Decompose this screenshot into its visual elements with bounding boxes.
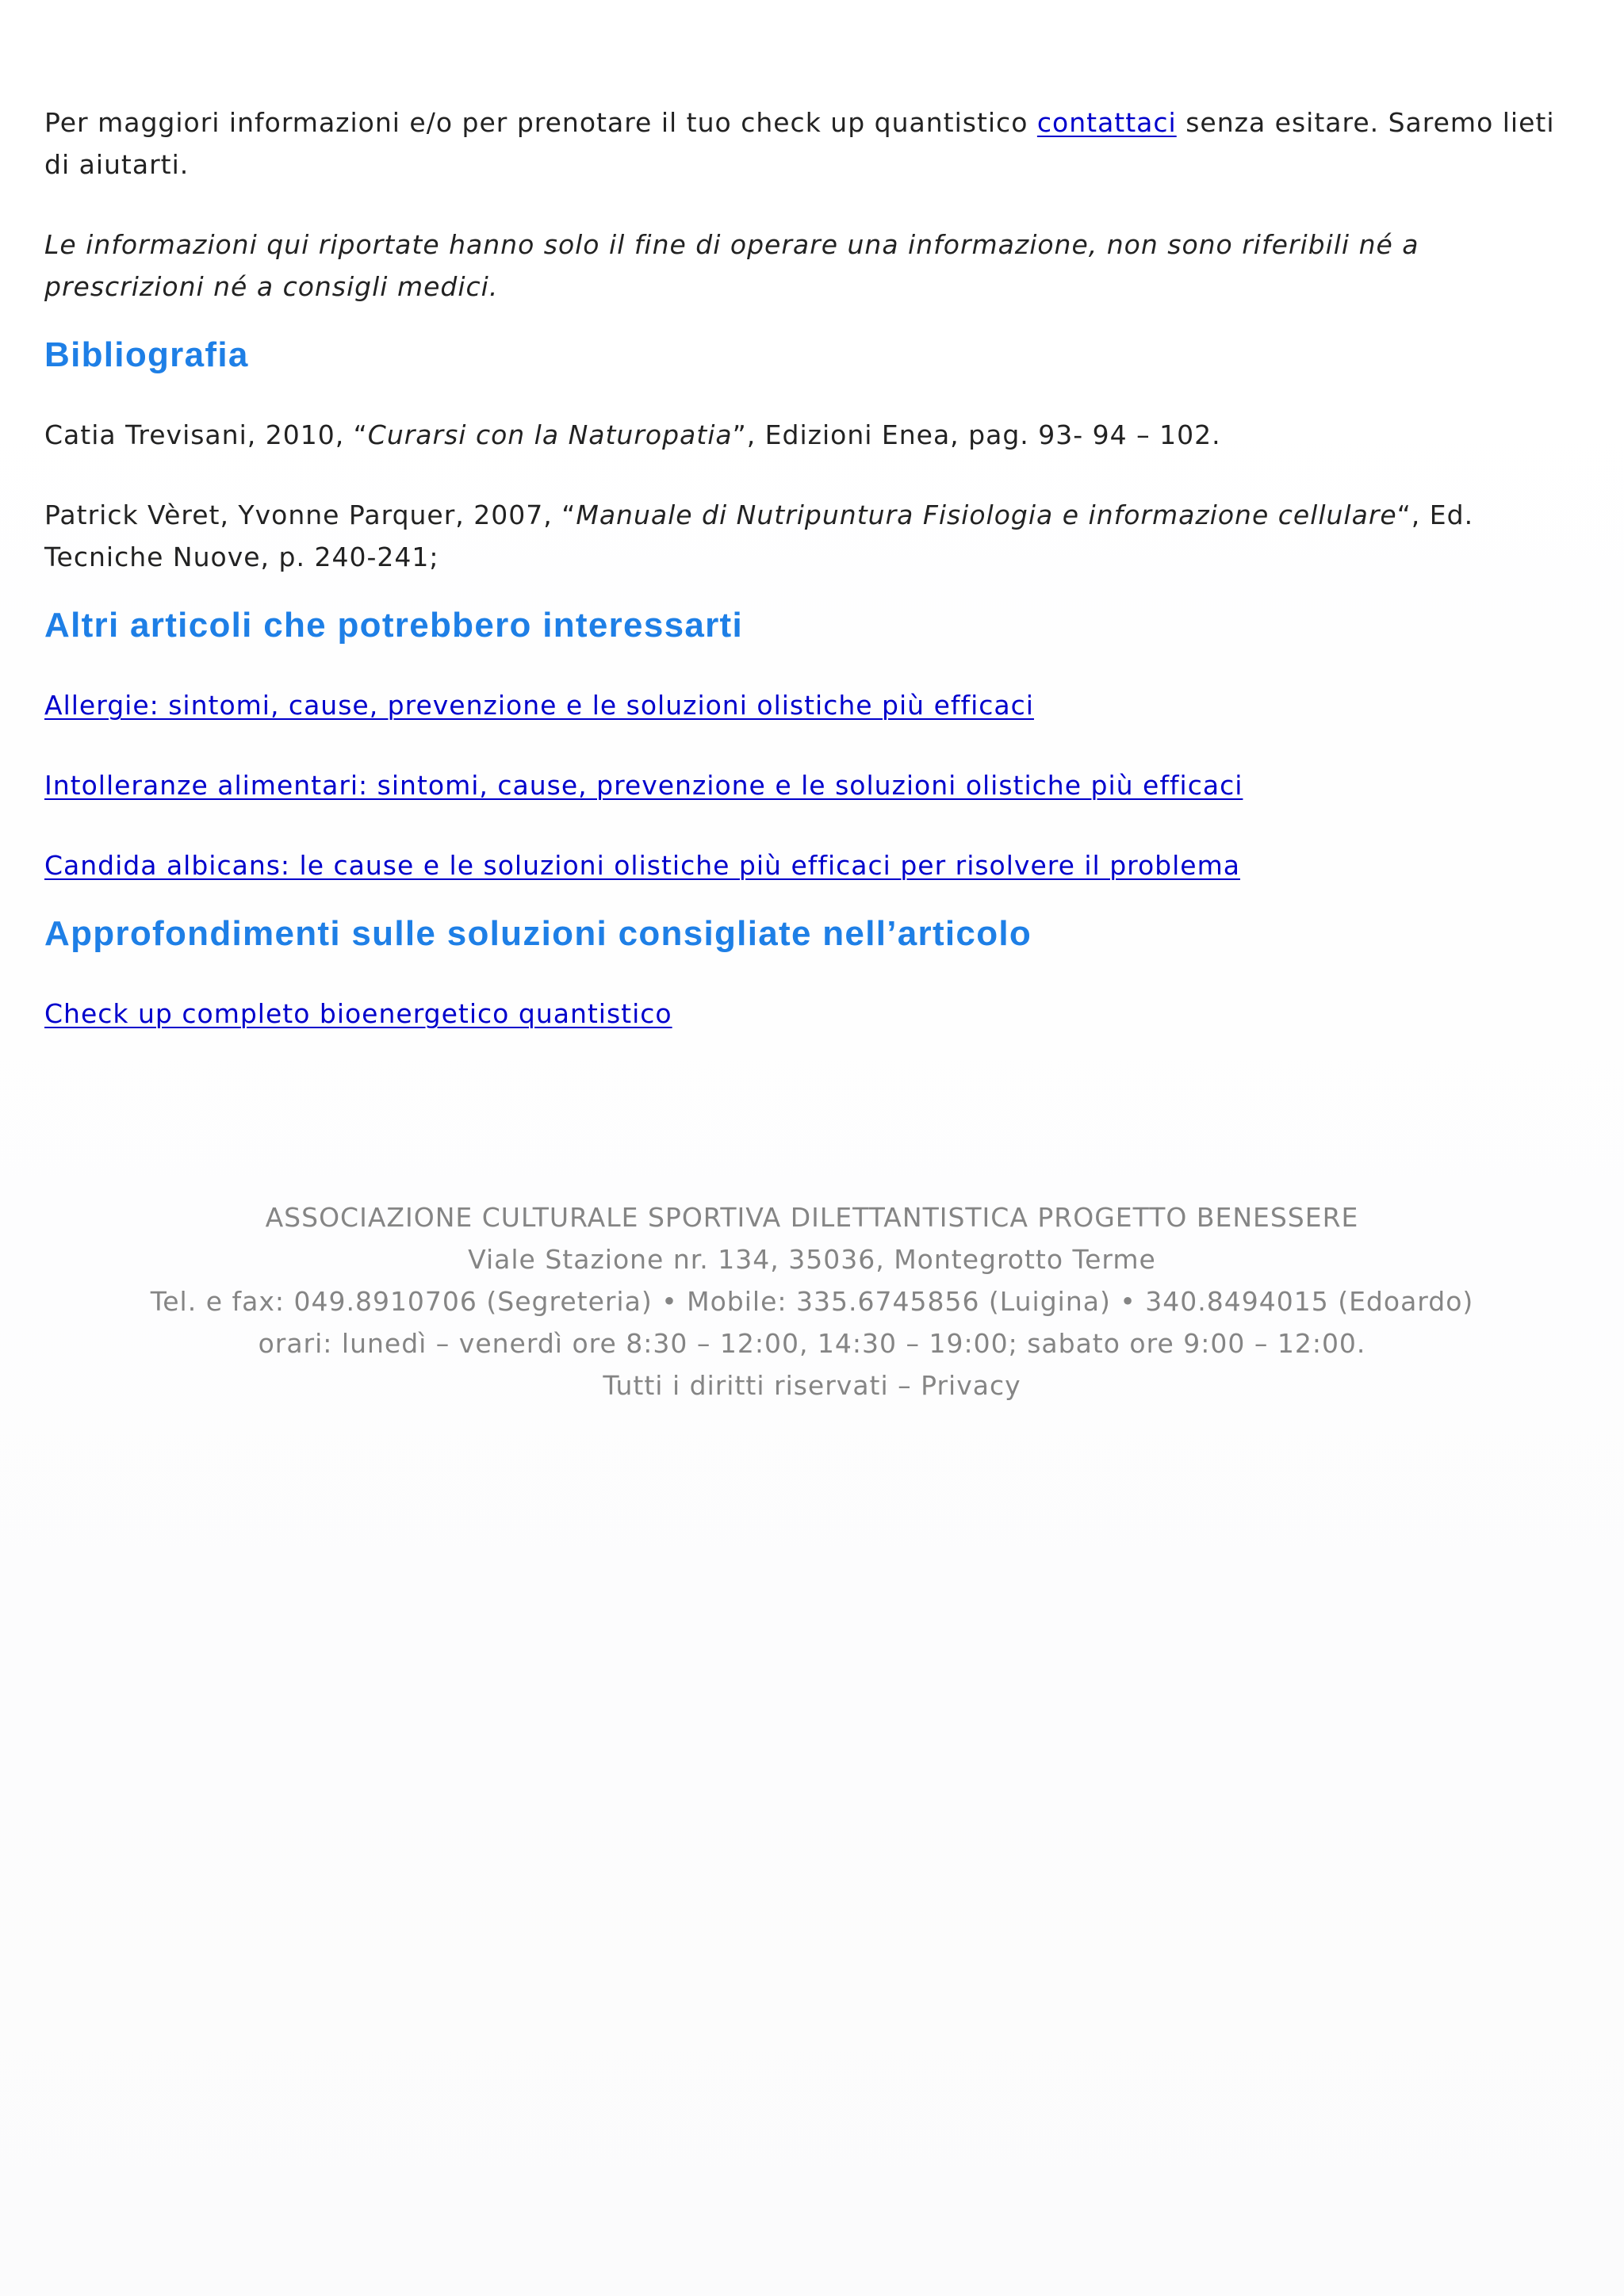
footer-phones: Tel. e fax: 049.8910706 (Segreteria) • Mobile: 335.6745856 (Luigina) • 340.8494015 (Edoardo) (150, 1286, 1474, 1317)
ref1-title: Curarsi con la Naturopatia (367, 419, 733, 450)
ref1-publisher: ”, Edizioni Enea, pag. 93- 94 – 102. (732, 419, 1221, 450)
related-articles-heading: Altri articoli che potrebbero interessarti (44, 606, 744, 645)
ref2-title: Manuale di Nutripuntura Fisiologia e informazione cellulare (576, 499, 1397, 530)
footer-address: Viale Stazione nr. 134, 35036, Montegrotto Terme (468, 1244, 1156, 1275)
contact-text-after: senza esitare. Saremo lieti di aiutarti. (44, 107, 1555, 180)
ref2-author: Patrick Vèret, Yvonne Parquer, 2007, “ (44, 499, 576, 530)
bibliography-entry (44, 414, 1583, 456)
footer-hours: orari: lunedì – venerdì ore 8:30 – 12:00, 14:30 – 19:00; sabato ore 9:00 – 12:00. (258, 1328, 1366, 1359)
related-article-item (44, 764, 1583, 806)
contact-text-before: Per maggiori informazioni e/o per prenotare il tuo check up quantistico (44, 107, 1037, 138)
site-footer (0, 1196, 1624, 1406)
related-link-allergie[interactable]: Allergie: sintomi, cause, prevenzione e le soluzioni olistiche più efficaci (44, 690, 1034, 721)
contact-link[interactable]: contattaci (1036, 107, 1177, 138)
related-article-item (44, 844, 1583, 886)
checkup-link[interactable]: Check up completo bioenergetico quantistico (44, 998, 672, 1029)
footer-rights: Tutti i diritti riservati – Privacy (603, 1370, 1021, 1401)
deepening-item (44, 993, 1583, 1035)
ref2-publisher: “, Ed. Tecniche Nuove, p. 240-241; (44, 499, 1474, 572)
ref1-author: Catia Trevisani, 2010, “ (44, 419, 368, 450)
bibliography-heading: Bibliografia (44, 335, 249, 374)
medical-disclaimer: Le informazioni qui riportate hanno solo il fine di operare una informazione, non sono riferibili né a prescrizioni né a consigli medici. (44, 229, 1419, 302)
related-article-item (44, 684, 1583, 726)
related-link-candida[interactable]: Candida albicans: le cause e le soluzioni olistiche più efficaci per risolvere il problema (44, 850, 1240, 881)
deepening-heading: Approfondimenti sulle soluzioni consigliate nell’articolo (44, 914, 1032, 953)
related-link-intolleranze[interactable]: Intolleranze alimentari: sintomi, cause, prevenzione e le soluzioni olistiche più efficaci (44, 770, 1243, 801)
contact-paragraph (44, 101, 1583, 186)
article-body (44, 101, 1583, 1073)
footer-org-name: ASSOCIAZIONE CULTURALE SPORTIVA DILETTANTISTICA PROGETTO BENESSERE (265, 1202, 1359, 1233)
bibliography-entry (44, 494, 1583, 578)
